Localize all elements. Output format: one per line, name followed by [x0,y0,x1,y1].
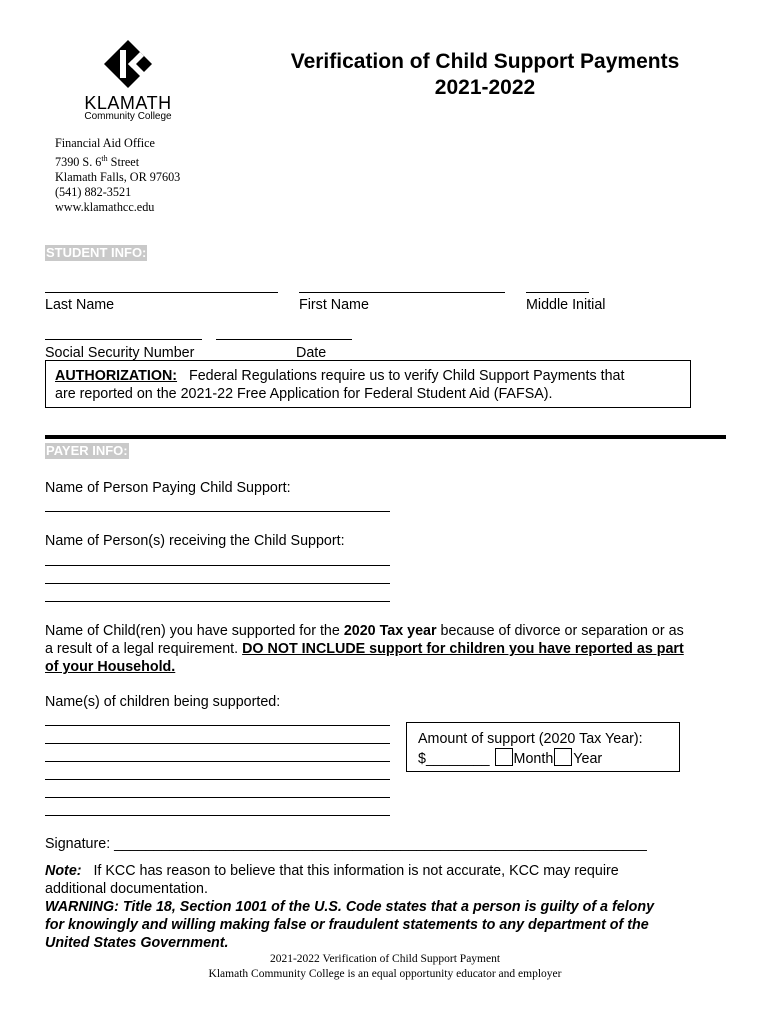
children-instructions: Name of Child(ren) you have supported for the 2020 Tax year because of divorce or separation or as a result of a legal requirement. DO NOT INCLUDE support for children you have reported as part of your Household. [45,623,684,675]
middle-initial-field[interactable] [526,292,589,293]
footer-line1: 2021-2022 Verification of Child Support Payment [269,953,501,965]
ssn-field[interactable] [45,339,202,340]
month-checkbox[interactable] [495,748,513,766]
form-title-line1: Verification of Child Support Payments [290,50,680,73]
logo-name: KLAMATH [84,93,172,113]
college-logo [78,38,178,128]
payer-info-heading: PAYER INFO: [46,443,128,458]
note-label: Note: [45,863,82,879]
warning-label: WARNING [45,899,115,915]
last-name-field[interactable] [45,292,278,293]
month-label: Month [513,751,554,767]
office-street: 7390 S. 6th Street [55,154,140,170]
child-name-field-3[interactable] [45,761,390,762]
warning-text: WARNING: Title 18, Section 1001 of the U.S. Code states that a person is guilty of a felony for knowingly and willing making false or fraudulent statements to any department of the United States Government. [45,899,655,951]
office-address [55,136,180,215]
payer-name-label: Name of Person Paying Child Support: [45,480,291,496]
middle-initial-label: Middle Initial [526,297,606,313]
child-name-field-4[interactable] [45,779,390,780]
authorization-text: AUTHORIZATION: Federal Regulations require us to verify Child Support Payments that are reported on the 2021-22 Free Application for Federal Student Aid (FAFSA). [55,368,625,402]
section-divider [45,435,726,439]
amount-row [418,748,602,768]
first-name-label: First Name [299,297,369,313]
receiver-name-label: Name of Person(s) receiving the Child Support: [45,533,345,549]
student-info-heading: STUDENT INFO: [46,245,147,260]
last-name-label: Last Name [45,297,115,313]
form-title-year: 2021-2022 [434,76,536,99]
first-name-field[interactable] [299,292,505,293]
form-title [230,49,740,101]
receiver-name-field-2[interactable] [45,583,390,584]
klamath-logo-mark-icon [78,38,178,98]
office-city: Klamath Falls, OR 97603 [55,170,181,185]
child-name-field-5[interactable] [45,797,390,798]
office-name: Financial Aid Office [55,136,155,150]
ssn-label: Social Security Number [45,345,195,361]
date-label: Date [296,345,327,361]
receiver-name-field-3[interactable] [45,601,390,602]
amount-box [406,722,680,772]
year-checkbox[interactable] [554,748,572,766]
receiver-name-field-1[interactable] [45,565,390,566]
office-phone: (541) 882-3521 [55,185,132,200]
year-label: Year [573,751,603,767]
child-name-field-6[interactable] [45,815,390,816]
signature-field[interactable]: Signature: ___________________________________________________________________ [45,836,647,852]
note-text: Note: If KCC has reason to believe that this information is not accurate, KCC may require additional documentation. [45,863,619,897]
payer-name-field[interactable] [45,511,390,512]
amount-field[interactable]: $________ [418,751,490,767]
authorization-label: AUTHORIZATION: [55,368,178,384]
amount-label: Amount of support (2020 Tax Year): [418,731,643,747]
office-website: www.klamathcc.edu [55,200,155,215]
supported-children-label: Name(s) of children being supported: [45,694,281,710]
authorization-box [45,360,691,408]
footer-line2: Klamath Community College is an equal opportunity educator and employer [208,968,562,980]
child-name-field-1[interactable] [45,725,390,726]
date-field[interactable] [216,339,352,340]
footer [0,952,770,982]
logo-subtitle: Community College [84,111,172,122]
child-name-field-2[interactable] [45,743,390,744]
